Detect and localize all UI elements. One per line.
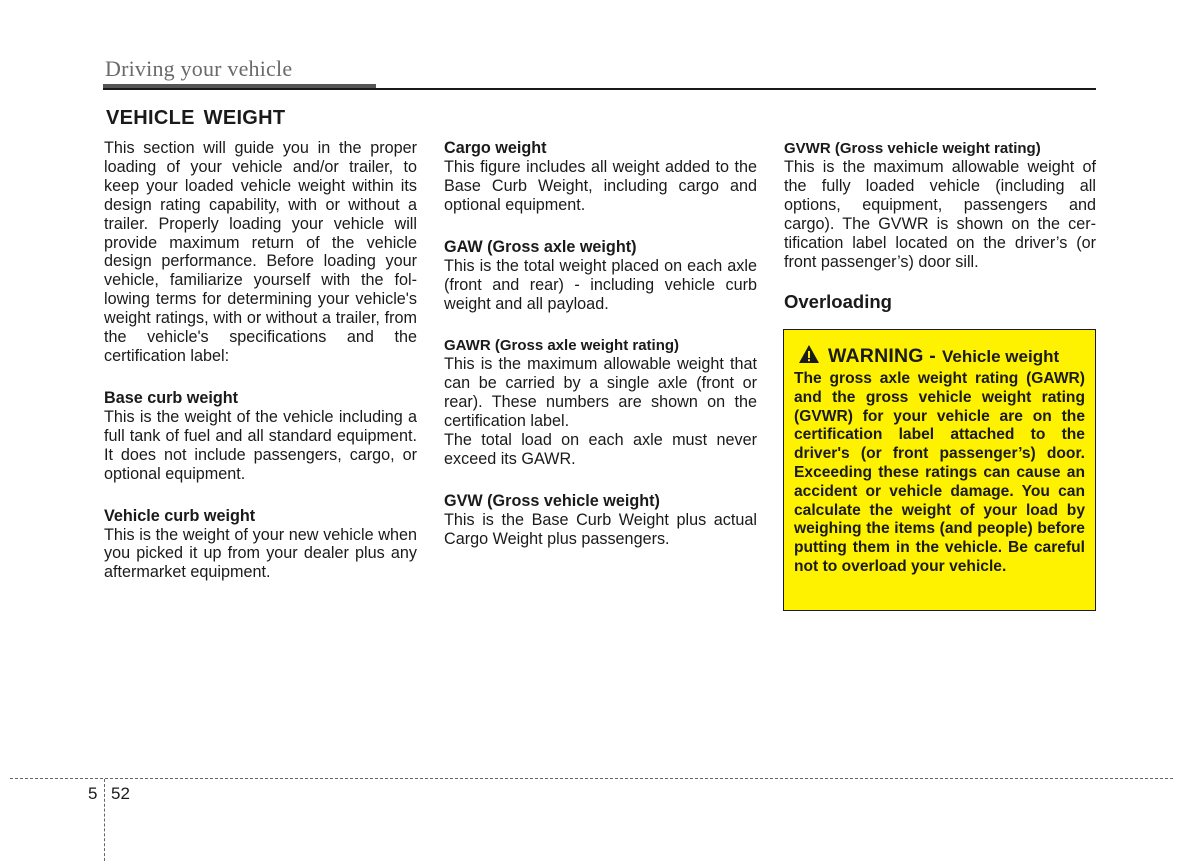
warning-box	[783, 329, 1096, 611]
header-rule	[103, 88, 1096, 90]
gawr-text-limit: The total load on each axle must never exceed its GAWR.	[444, 431, 757, 468]
spacer	[444, 215, 757, 238]
overloading-heading: Overloading	[784, 291, 892, 313]
base-curb-weight-heading: Base curb weight	[104, 388, 239, 407]
gawr-text: This is the maximum allowable weight that can be carried by a single axle (front or rear). These numbers are shown on the certification label.	[444, 355, 757, 431]
vehicle-curb-weight-text: This is the weight of your new vehicle when you picked it up from your dealer plus any aftermarket equipment.	[104, 525, 417, 582]
warning-triangle-icon	[798, 344, 820, 364]
base-curb-weight-text: This is the weight of the vehicle including a full tank of fuel and all standard equipment. It does not include passengers, cargo, or optional equipment.	[104, 407, 417, 483]
spacer	[104, 366, 417, 389]
column-left	[104, 139, 417, 582]
gvwr-heading: GVWR (Gross vehicle weight rating)	[784, 140, 1041, 157]
spacer	[104, 484, 417, 507]
warning-text: The gross axle weight rating (GAWR) and the gross vehicle weight rating (GVWR) for your vehicle are on the certification label attached to the driver's (or front passenger’s) door. Exceeding these ratings can cause an accident or vehicle damage. You can calculate the weight of your load by weighing the items (and people) before putting them in the vehicle. Be careful not to overload your vehicle.	[794, 370, 1085, 575]
gaw-heading: GAW (Gross axle weight)	[444, 237, 637, 256]
gaw-text: This is the total weight placed on each axle (front and rear) - including vehicle curb weight and all payload.	[444, 256, 757, 313]
gvw-heading: GVW (Gross vehicle weight)	[444, 491, 660, 510]
page-number: 52	[111, 784, 130, 803]
warning-title	[798, 342, 1085, 368]
footer-rule	[10, 778, 1173, 779]
warning-label: WARNING -	[828, 345, 936, 367]
spacer	[444, 313, 757, 336]
page-title: VEHICLE WEIGHT	[106, 107, 286, 129]
spacer	[784, 271, 1096, 291]
cargo-weight-heading: Cargo weight	[444, 139, 547, 157]
gvwr-text: This is the maximum allowable weight of the fully loaded vehicle (including all options, equipment, passengers and cargo). The GVWR is shown on the certification label located on the driver’s (or front passenger’s) door sill.	[784, 158, 1096, 271]
gawr-heading: GAWR (Gross axle weight rating)	[444, 337, 680, 355]
cargo-weight-text: This figure includes all weight added to the Base Curb Weight, including cargo and optional equipment.	[444, 158, 757, 214]
intro-paragraph: This section will guide you in the proper loading of your vehicle and/or trailer, to keep your loaded vehicle weight within its design rating capability, with or without a trailer. Properly loading your vehicle will provide maximum return of the vehicle design performance. Before loading your vehicle, familiarize yourself with the following terms for determining your vehicle's weight ratings, with or without a trailer, from the vehicle's specifications and the certification label:	[104, 139, 417, 365]
chapter-number: 5	[88, 784, 98, 803]
footer-divider	[104, 779, 105, 861]
vehicle-curb-weight-heading: Vehicle curb weight	[104, 506, 256, 525]
spacer	[444, 469, 757, 492]
gvw-text: This is the Base Curb Weight plus actual Cargo Weight plus passengers.	[444, 510, 757, 548]
section-label: Driving your vehicle	[105, 56, 293, 81]
column-right	[784, 139, 1096, 313]
column-middle	[444, 139, 757, 549]
warning-subject: Vehicle weight	[941, 347, 1060, 366]
